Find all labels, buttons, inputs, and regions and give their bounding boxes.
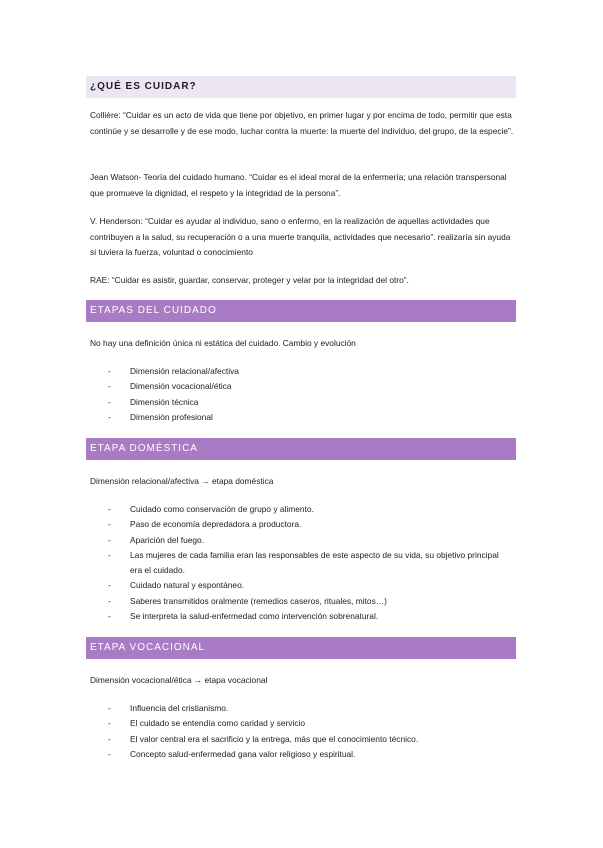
vocacional-list: [108, 701, 508, 762]
list-item: - Dimensión profesional: [108, 410, 508, 425]
paragraph-henderson: V. Henderson: “Cuidar es ayudar al individuo, sano o enfermo, en la realización de aquellas actividades que contribuyen a la salud, su recuperación o a una muerte tranquila, actividades que necesario”. realizaría sin ayuda si tuviera la fuerza, voluntad o conocimiento: [90, 216, 511, 257]
section-header-vocacional: ETAPA VOCACIONAL: [86, 637, 516, 659]
paragraph-rae: RAE: “Cuidar es asistir, guardar, conservar, proteger y velar por la integridad del otro”.: [90, 275, 409, 285]
list-item: - Paso de economía depredadora a productora.: [108, 517, 508, 532]
list-item: - Aparición del fuego.: [108, 533, 508, 548]
list-item: - Se interpreta la salud-enfermedad como intervención sobrenatural.: [108, 609, 508, 624]
domestica-intro: Dimensión relacional/afectiva → etapa doméstica: [90, 476, 274, 486]
etapas-intro: No hay una definición única ni estática del cuidado. Cambio y evolución: [90, 338, 356, 348]
list-item: - Concepto salud-enfermedad gana valor religioso y espiritual.: [108, 747, 508, 762]
section-header-domestica: ETAPA DOMÉSTICA: [86, 438, 516, 460]
etapas-list: [108, 364, 508, 425]
section-header-que-es-cuidar: ¿QUÉ ES CUIDAR?: [86, 76, 516, 98]
domestica-list: [108, 502, 508, 624]
paragraph-colliere: Collière: “Cuidar es un acto de vida que tiene por objetivo, en primer lugar y por encima de todo, permitir que esta continúe y se desarrolle y de ese modo, luchar contra la muerte: la muerte del individuo, del grupo, de la especie”.: [90, 110, 514, 136]
list-item: - El cuidado se entendía como caridad y servicio: [108, 716, 508, 731]
list-item: - Las mujeres de cada familia eran las responsables de este aspecto de su vida, su objetivo principal era el cuidado.: [108, 548, 508, 579]
list-item: - Dimensión vocacional/ética: [108, 379, 508, 394]
list-item: - Cuidado natural y espontáneo.: [108, 578, 508, 593]
list-item: - Influencia del cristianismo.: [108, 701, 508, 716]
vocacional-intro: Dimensión vocacional/ética → etapa vocacional: [90, 675, 268, 685]
paragraph-watson: Jean Watson- Teoría del cuidado humano. “Cuidar es el ideal moral de la enfermería; una relación transpersonal que promueve la dignidad, el respeto y la integridad de la persona”.: [90, 172, 507, 198]
list-item: - El valor central era el sacrificio y la entrega, más que el conocimiento técnico.: [108, 732, 508, 747]
list-item: - Cuidado como conservación de grupo y alimento.: [108, 502, 508, 517]
section-header-etapas: ETAPAS DEL CUIDADO: [86, 300, 516, 322]
list-item: - Dimensión técnica: [108, 395, 508, 410]
list-item: - Dimensión relacional/afectiva: [108, 364, 508, 379]
list-item: - Saberes transmitidos oralmente (remedios caseros, rituales, mitos…): [108, 594, 508, 609]
